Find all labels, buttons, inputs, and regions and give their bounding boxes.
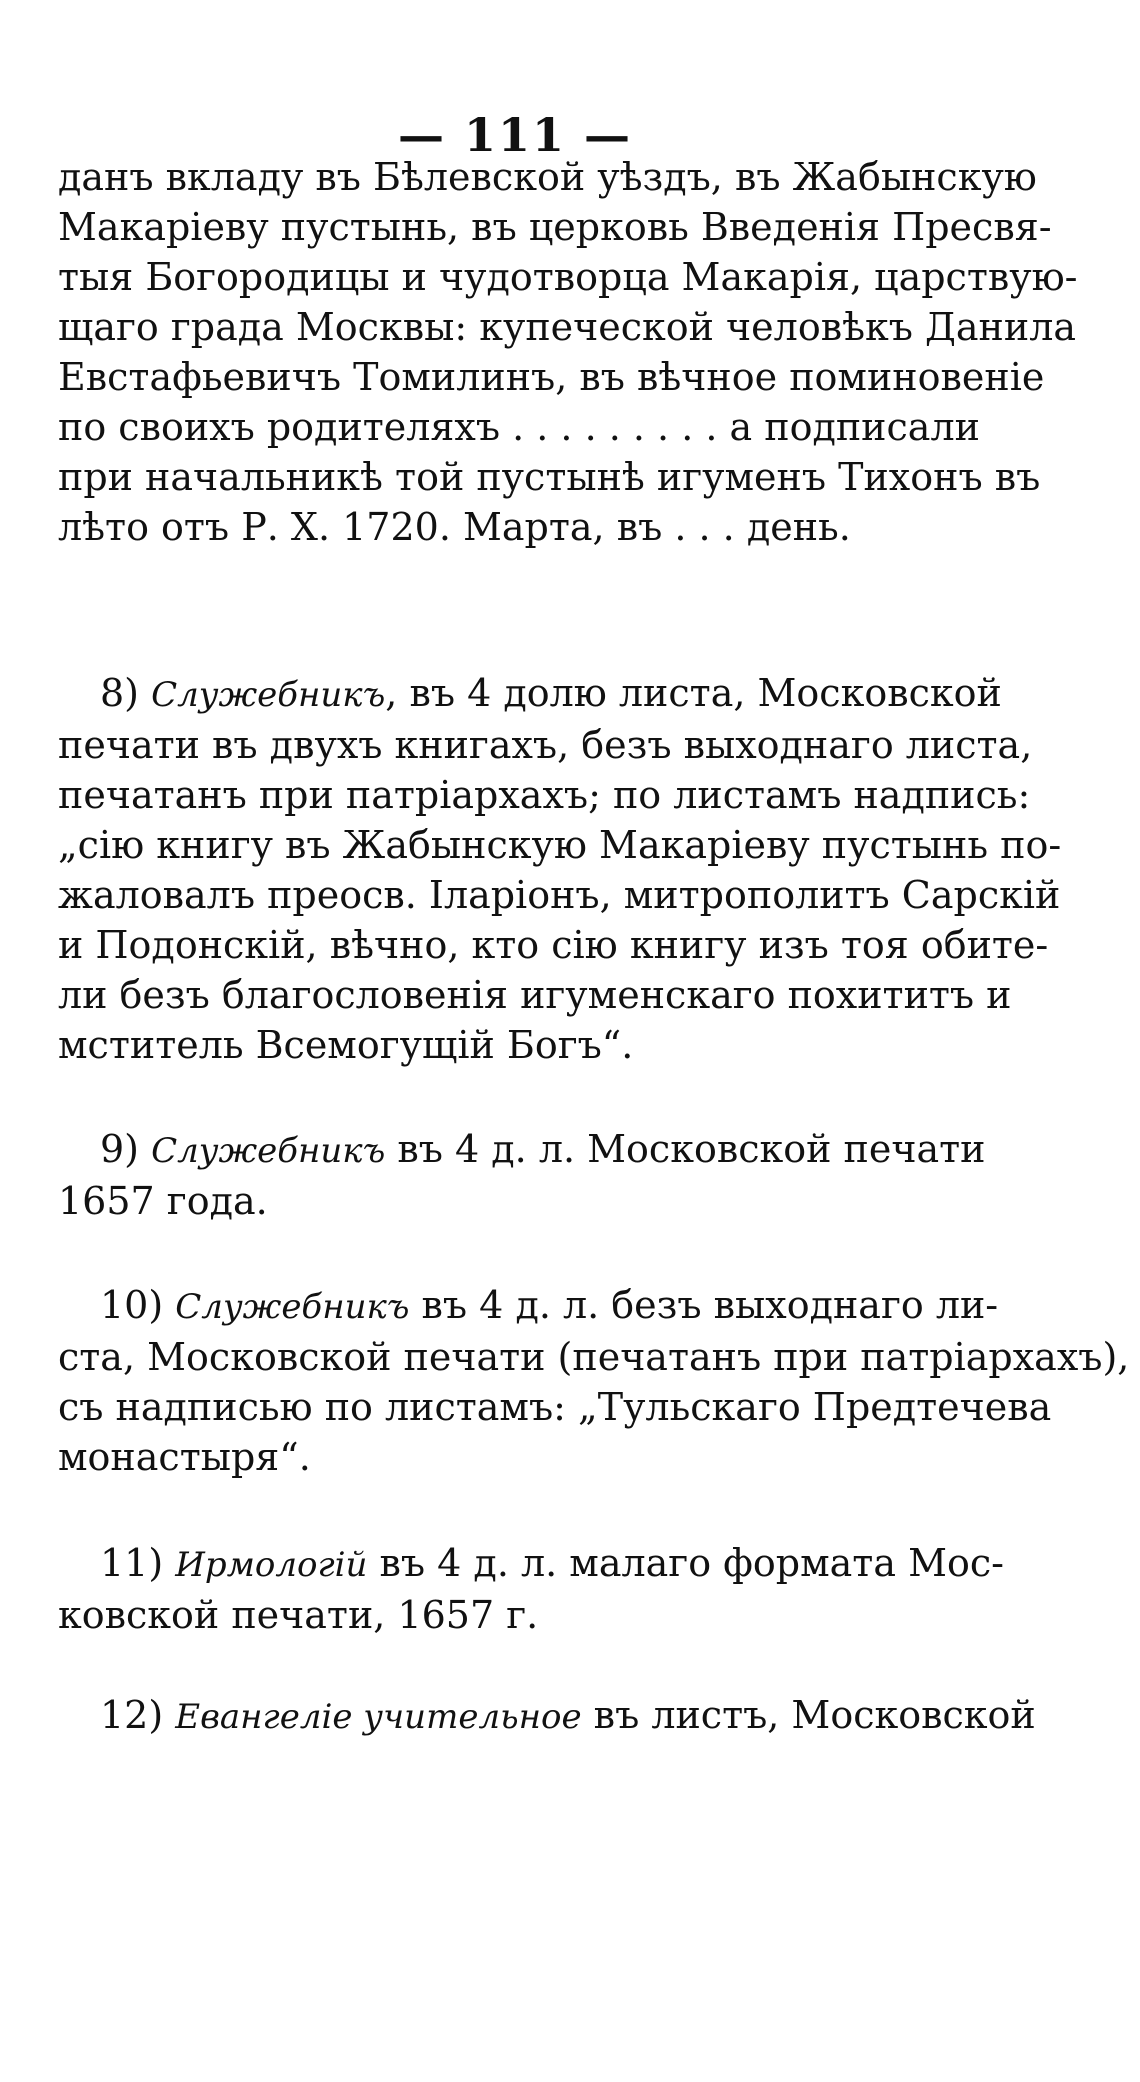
entry-text: въ 4 д. л. малаго формата Мос- [367,1541,1004,1585]
entry-number: 11) [100,1541,164,1585]
entry-title: Служебникъ [151,675,386,715]
entry-title: Служебникъ [151,1131,386,1171]
entry-title: Евангеліе учительное [175,1697,582,1737]
entry-first-line [58,1124,986,1176]
entry-title: Служебникъ [175,1287,410,1327]
entry-number: 9) [100,1127,140,1171]
catalog-entry-11 [58,1538,1004,1640]
catalog-entry-8 [58,668,1062,1070]
entry-first-line [58,1280,999,1332]
entry-title: Ирмологій [175,1545,368,1585]
text-line: монастыря“. [58,1435,311,1479]
entry-first-line [58,1538,1004,1590]
catalog-entry-12 [58,1690,1036,1742]
entry-first-line [58,1690,1036,1742]
text-line: 1657 года. [58,1179,268,1223]
text-line: мститель Всемогущій Богъ“. [58,1023,634,1067]
text-line: „сію книгу въ Жабынскую Макаріеву пустынь по- [58,823,1062,867]
text-line: данъ вкладу въ Бѣлевской уѣздъ, въ Жабынскую [58,155,1037,199]
text-line: ста, Московской печати (печатанъ при патріархахъ), [58,1335,1130,1379]
entry-number: 10) [100,1283,164,1327]
text-line: печати въ двухъ книгахъ, безъ выходнаго листа, [58,723,1033,767]
text-line: лѣто отъ Р. Х. 1720. Марта, въ . . . день. [58,505,851,549]
page-number: — 111 — [397,108,633,162]
text-line: по своихъ родителяхъ . . . . . . . . . а подписали [58,405,980,449]
entry-number: 12) [100,1693,164,1737]
catalog-entry-9 [58,1124,986,1226]
text-line: Макаріеву пустынь, въ церковь Введенія Пресвя- [58,205,1052,249]
text-line: ковской печати, 1657 г. [58,1593,539,1637]
entry-text: , въ 4 долю листа, Московской [385,671,1002,715]
entry-first-line [58,668,1002,720]
entry-text: въ 4 д. л. Московской печати [385,1127,986,1171]
intro-paragraph [58,152,1078,552]
entry-number: 8) [100,671,140,715]
text-line: щаго града Москвы: купеческой человѣкъ Данила [58,305,1077,349]
text-line: Евстафьевичъ Томилинъ, въ вѣчное поминовеніе [58,355,1045,399]
text-line: ли безъ благословенія игуменскаго похититъ и [58,973,1012,1017]
entry-text: въ листъ, Московской [581,1693,1036,1737]
catalog-entry-10 [58,1280,1130,1482]
text-line: и Подонскій, вѣчно, кто сію книгу изъ тоя обите- [58,923,1049,967]
text-line: тыя Богородицы и чудотворца Макарія, царствую- [58,255,1078,299]
text-line: печатанъ при патріархахъ; по листамъ надпись: [58,773,1031,817]
text-line: съ надписью по листамъ: „Тульскаго Предтечева [58,1385,1052,1429]
text-line: жаловалъ преосв. Іларіонъ, митрополитъ Сарскій [58,873,1061,917]
text-line: при начальникѣ той пустынѣ игуменъ Тихонъ въ [58,455,1041,499]
entry-text: въ 4 д. л. безъ выходнаго ли- [409,1283,999,1327]
